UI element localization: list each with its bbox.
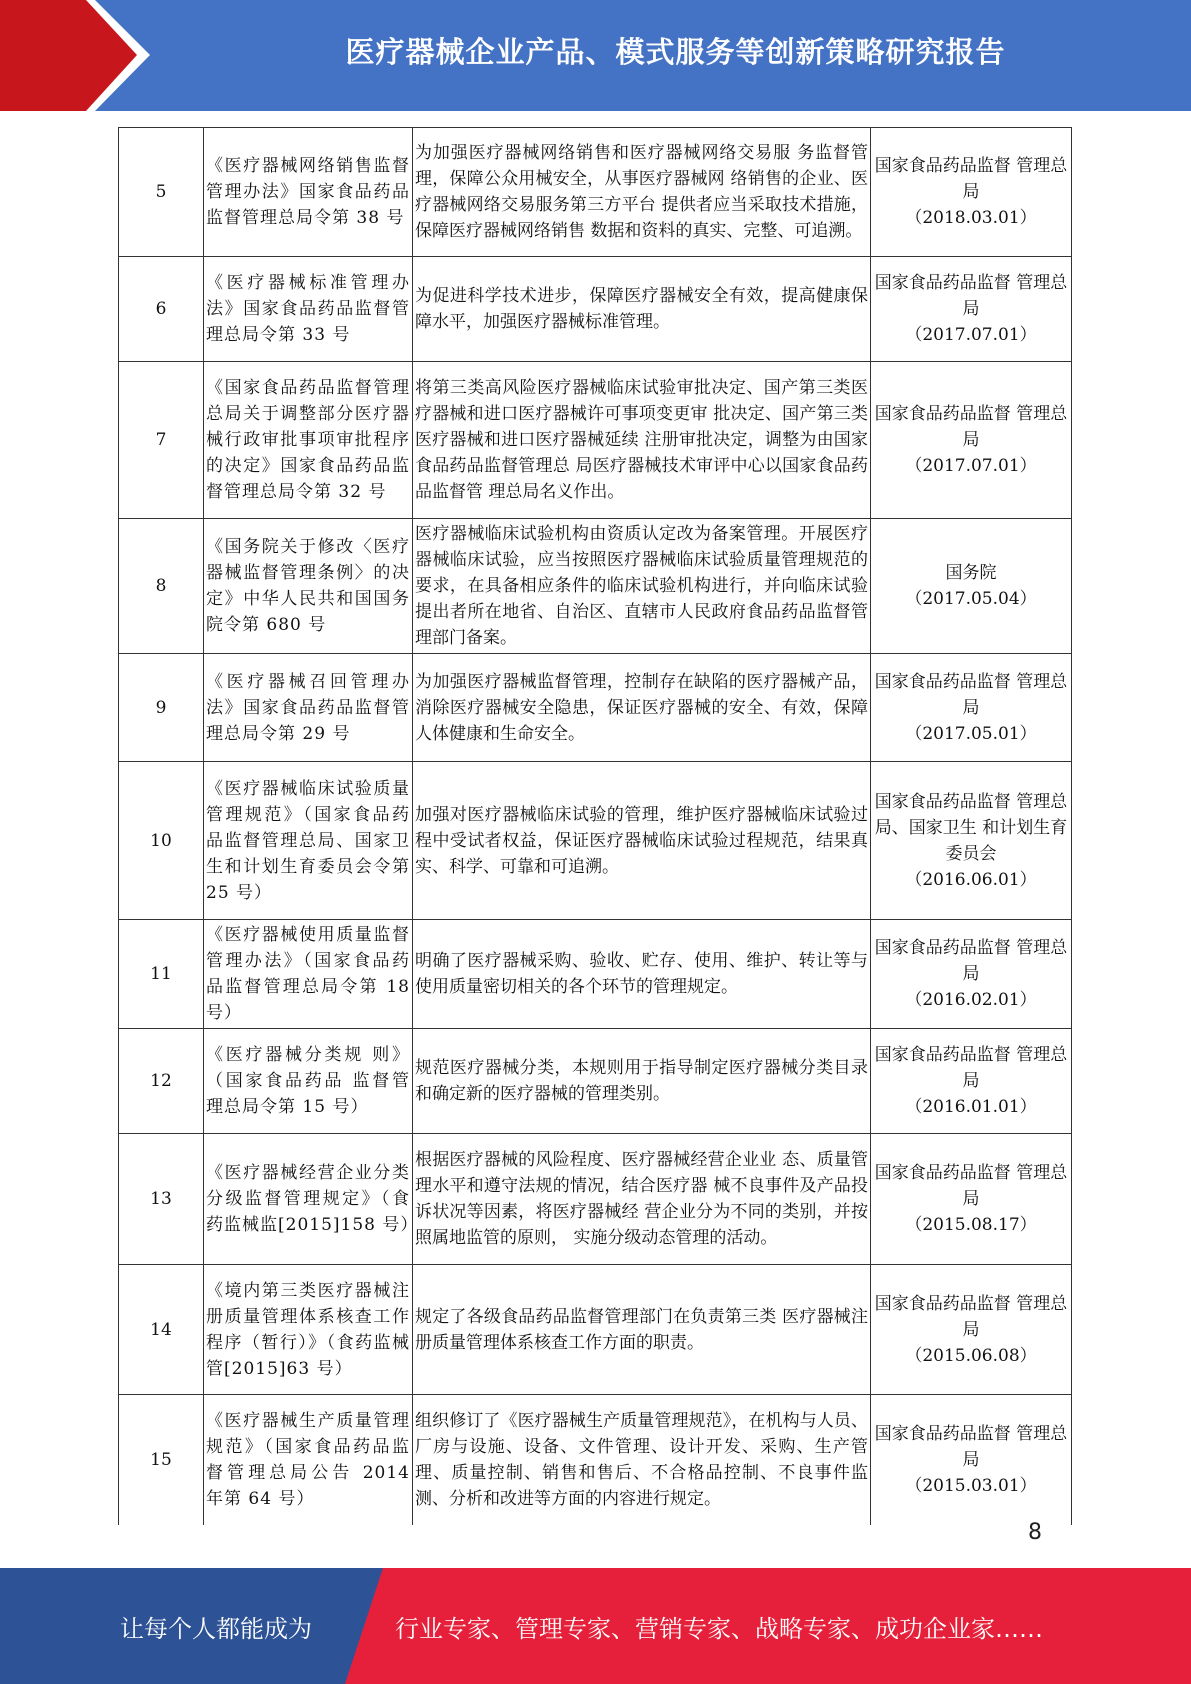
regulation-description: 加强对医疗器械临床试验的管理，维护医疗器械临床试验过程中受试者权益，保证医疗器械临床试验过程规范，结果真实、科学、可靠和可追溯。: [413, 762, 871, 920]
regulation-name: 《医疗器械经营企业分类分级监督管理规定》（食药监械监[2015]158 号）: [204, 1134, 413, 1265]
authority-name: 国家食品药品监督 管理总局: [874, 1423, 1068, 1470]
issuing-authority: [871, 762, 1072, 920]
row-number: 14: [119, 1265, 204, 1395]
regulation-name: 《医疗器械召回管理办法》国家食品药品监督管理总局令第 29 号: [204, 654, 413, 762]
table-row: [119, 362, 1072, 519]
regulation-name: 《医疗器械网络销售监督管理办法》国家食品药品监督管理总局令第 38 号: [204, 128, 413, 257]
authority-name: 国家食品药品监督 管理总局: [874, 671, 1068, 718]
effective-date: （2015.08.17）: [905, 1215, 1037, 1235]
effective-date: （2017.07.01）: [905, 456, 1037, 476]
authority-name: 国家食品药品监督 管理总局、国家卫生 和计划生育委员会: [874, 791, 1068, 864]
effective-date: （2015.03.01）: [905, 1475, 1037, 1496]
regulation-description: 规定了各级食品药品监督管理部门在负责第三类 医疗器械注册质量管理体系核查工作方面的职责。: [413, 1265, 871, 1395]
row-number: 15: [119, 1395, 204, 1525]
regulation-description: 为促进科学技术进步，保障医疗器械安全有效，提高健康保障水平，加强医疗器械标准管理。: [413, 257, 871, 362]
regulation-description: 根据医疗器械的风险程度、医疗器械经营企业业 态、质量管理水平和遵守法规的情况，结合医疗器 械不良事件及产品投诉状况等因素，将医疗器械经 营企业分为不同的类别，并按照属地监管的原则， 实施分级动态管理的活动。: [413, 1134, 871, 1265]
regulation-description: 明确了医疗器械采购、验收、贮存、使用、维护、转让等与使用质量密切相关的各个环节的管理规定。: [413, 920, 871, 1029]
authority-name: 国家食品药品监督 管理总局: [874, 1045, 1068, 1091]
regulation-description: 组织修订了《医疗器械生产质量管理规范》，在机构与人员、厂房与设施、设备、文件管理、设计开发、采购、生产管理、质量控制、销售和售后、不合格品控制、不良事件监测、分析和改进等方面的内容进行规定。: [413, 1395, 871, 1525]
issuing-authority: [871, 519, 1072, 654]
effective-date: （2015.06.08）: [905, 1345, 1037, 1366]
footer-slogan-left: 让每个人都能成为: [120, 1614, 312, 1643]
table-row: [119, 128, 1072, 257]
regulation-name: 《医疗器械标准管理办法》国家食品药品监督管理总局令第 33 号: [204, 257, 413, 362]
table-row: [119, 1134, 1072, 1265]
regulation-name: 《国务院关于修改〈医疗器械监督管理条例〉的决定》中华人民共和国国务院令第 680 号: [204, 519, 413, 654]
effective-date: （2016.01.01）: [905, 1097, 1037, 1117]
table-row: [119, 257, 1072, 362]
row-number: 7: [119, 362, 204, 519]
authority-name: 国家食品药品监督 管理总局: [874, 273, 1068, 319]
effective-date: （2016.06.01）: [905, 869, 1037, 890]
issuing-authority: [871, 362, 1072, 519]
page-footer: [0, 1568, 1191, 1684]
row-number: 5: [119, 128, 204, 257]
table-row: [119, 1265, 1072, 1395]
authority-name: 国家食品药品监督 管理总局: [874, 1293, 1068, 1340]
table-row: [119, 1395, 1072, 1525]
footer-slogan-right: 行业专家、管理专家、营销专家、战略专家、成功企业家……: [395, 1614, 1043, 1643]
regulation-name: 《医疗器械生产质量管理规范》（国家食品药品监督管理总局公告 2014 年第 64 号）: [204, 1395, 413, 1525]
page-header: [0, 0, 1191, 111]
row-number: 13: [119, 1134, 204, 1265]
row-number: 8: [119, 519, 204, 654]
table-row: [119, 920, 1072, 1029]
regulation-description: 医疗器械临床试验机构由资质认定改为备案管理。开展医疗器械临床试验，应当按照医疗器械临床试验质量管理规范的要求，在具备相应条件的临床试验机构进行，并向临床试验提出者所在地省、自治区、直辖市人民政府食品药品监督管理部门备案。: [413, 519, 871, 654]
regulation-name: 《境内第三类医疗器械注册质量管理体系核查工作程序（暂行）》（食药监械管[2015]63 号）: [204, 1265, 413, 1395]
regulation-name: 《医疗器械使用质量监督管理办法》（国家食品药品监督管理总局令第 18 号）: [204, 920, 413, 1029]
authority-name: 国务院: [945, 563, 997, 583]
effective-date: （2017.07.01）: [905, 325, 1037, 345]
regulation-name: 《国家食品药品监督管理总局关于调整部分医疗器械行政审批事项审批程序的决定》国家食品药品监 督管理总局令第 32 号: [204, 362, 413, 519]
effective-date: （2016.02.01）: [905, 990, 1037, 1010]
issuing-authority: [871, 1395, 1072, 1525]
effective-date: （2017.05.01）: [905, 723, 1037, 744]
authority-name: 国家食品药品监督 管理总局: [874, 938, 1068, 984]
row-number: 6: [119, 257, 204, 362]
issuing-authority: [871, 257, 1072, 362]
row-number: 10: [119, 762, 204, 920]
table-row: [119, 1029, 1072, 1134]
regulation-description: 规范医疗器械分类，本规则用于指导制定医疗器械分类目录和确定新的医疗器械的管理类别。: [413, 1029, 871, 1134]
authority-name: 国家食品药品监督 管理总局: [874, 1163, 1068, 1209]
table-row: [119, 762, 1072, 920]
effective-date: （2018.03.01）: [905, 208, 1037, 228]
regulation-description: 为加强医疗器械网络销售和医疗器械网络交易服 务监督管理，保障公众用械安全，从事医疗器械网 络销售的企业、医疗器械网络交易服务第三方平台 提供者应当采取技术措施，保障医疗器械网络销售 数据和资料的真实、完整、可追溯。: [413, 128, 871, 257]
authority-name: 国家食品药品监督 管理总局: [874, 156, 1068, 202]
issuing-authority: [871, 920, 1072, 1029]
issuing-authority: [871, 654, 1072, 762]
regulations-table-wrapper: [118, 127, 1071, 1525]
row-number: 9: [119, 654, 204, 762]
page-number: 8: [1028, 1520, 1042, 1545]
regulation-name: 《医疗器械分类规 则》（国家食品药品 监督管理总局令第 15 号）: [204, 1029, 413, 1134]
row-number: 12: [119, 1029, 204, 1134]
issuing-authority: [871, 1265, 1072, 1395]
table-row: [119, 519, 1072, 654]
header-title: 医疗器械企业产品、模式服务等创新策略研究报告: [345, 35, 1006, 69]
regulation-description: 将第三类高风险医疗器械临床试验审批决定、国产第三类医疗器械和进口医疗器械许可事项变更审 批决定、国产第三类医疗器械和进口医疗器械延续 注册审批决定，调整为由国家食品药品监督管理总 局医疗器械技术审评中心以国家食品药品监督管 理总局名义作出。: [413, 362, 871, 519]
authority-name: 国家食品药品监督 管理总局: [874, 404, 1068, 450]
issuing-authority: [871, 1134, 1072, 1265]
regulation-description: 为加强医疗器械监督管理，控制存在缺陷的医疗器械产品，消除医疗器械安全隐患，保证医疗器械的安全、有效，保障人体健康和生命安全。: [413, 654, 871, 762]
regulations-table: [118, 127, 1072, 1525]
regulation-name: 《医疗器械临床试验质量管理规范》（国家食品药品监督管理总局、国家卫生和计划生育委员会令第 25 号）: [204, 762, 413, 920]
issuing-authority: [871, 128, 1072, 257]
table-row: [119, 654, 1072, 762]
effective-date: （2017.05.04）: [905, 589, 1037, 609]
row-number: 11: [119, 920, 204, 1029]
issuing-authority: [871, 1029, 1072, 1134]
